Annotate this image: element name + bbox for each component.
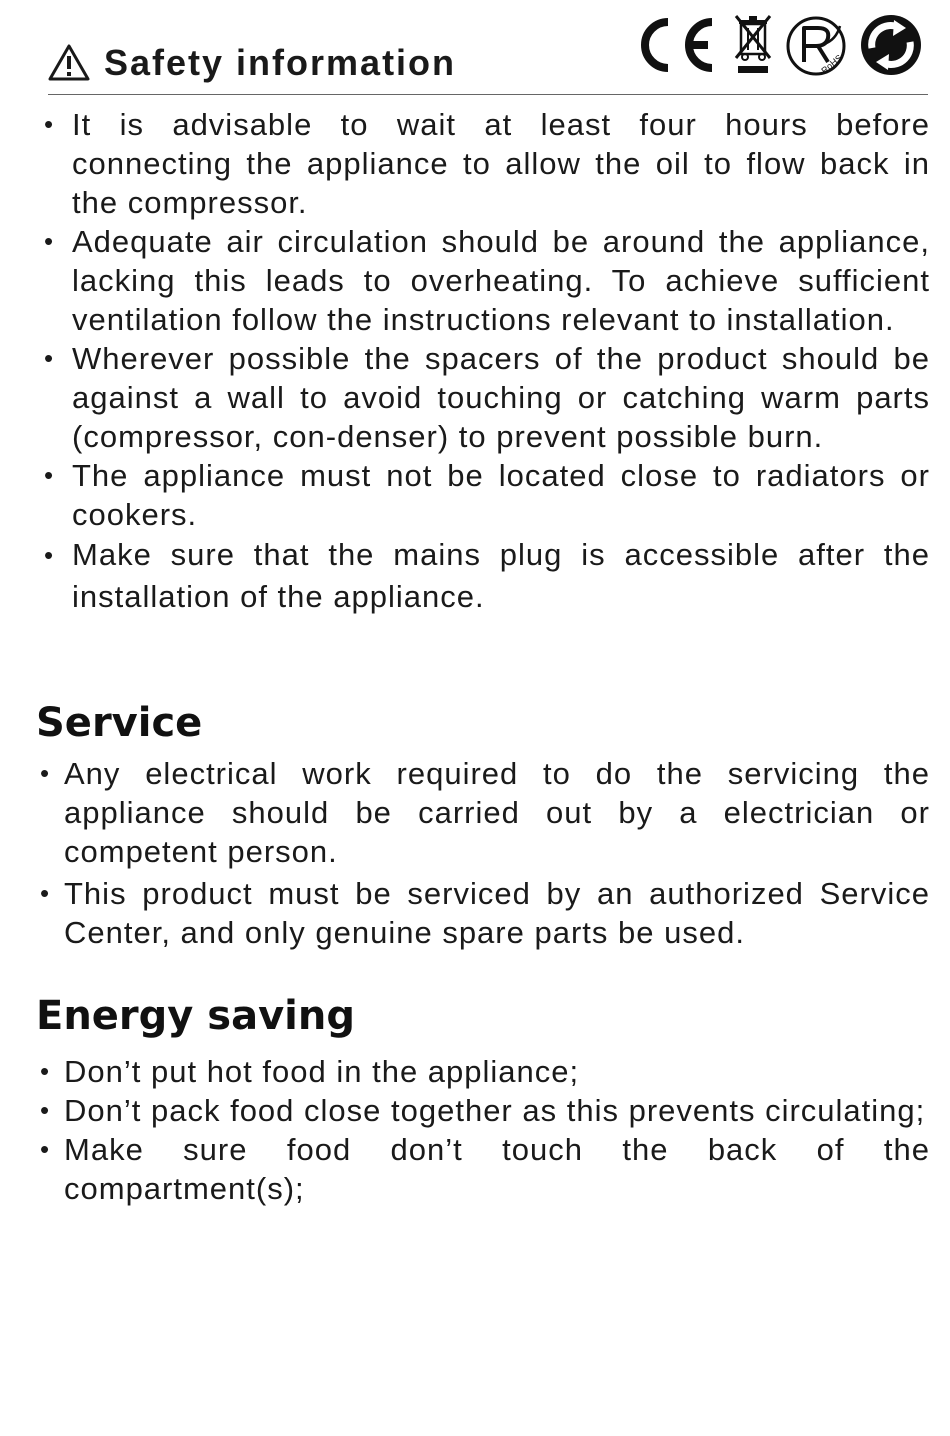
- header-divider: [48, 94, 928, 95]
- energy-saving-section: [0, 1052, 950, 1208]
- safety-section: [0, 105, 950, 618]
- energy-saving-heading: Energy saving: [36, 993, 355, 1039]
- list-item: • Any electrical work required to do the servicing the appliance should be carried out by a electrician or competent person.: [0, 754, 950, 871]
- green-dot-icon: [858, 12, 924, 78]
- list-item: • Adequate air circulation should be around the appliance, lacking this leads to overheating. To achieve sufficient ventilation follow the instructions relevant to installation.: [0, 222, 950, 339]
- rohs-label: RoHS: [819, 52, 845, 76]
- page-title: Safety information: [104, 42, 457, 83]
- ce-mark-icon: [634, 16, 716, 74]
- list-item: • Don’t put hot food in the appliance;: [0, 1052, 950, 1091]
- list-item: • Make sure that the mains plug is accessible after the installation of the appliance.: [0, 534, 950, 618]
- certification-marks: [634, 12, 934, 82]
- weee-crossed-bin-icon: [732, 12, 774, 74]
- warning-triangle-icon: [48, 44, 90, 82]
- service-heading: Service: [36, 700, 203, 746]
- list-item: • It is advisable to wait at least four hours before connecting the appliance to allow the oil to flow back in the compressor.: [0, 105, 950, 222]
- list-item: • Make sure food don’t touch the back of the compartment(s);: [0, 1130, 950, 1208]
- rohs-mark-icon: [784, 14, 848, 78]
- list-item: • Don’t pack food close together as this prevents circulating;: [0, 1091, 950, 1130]
- service-section: [0, 754, 950, 952]
- list-item: • The appliance must not be located close to radiators or cookers.: [0, 456, 950, 534]
- list-item: • Wherever possible the spacers of the product should be against a wall to avoid touching or catching warm parts (compressor, con-denser) to prevent possible burn.: [0, 339, 950, 456]
- list-item: • This product must be serviced by an authorized Service Center, and only genuine spare parts be used.: [0, 874, 950, 952]
